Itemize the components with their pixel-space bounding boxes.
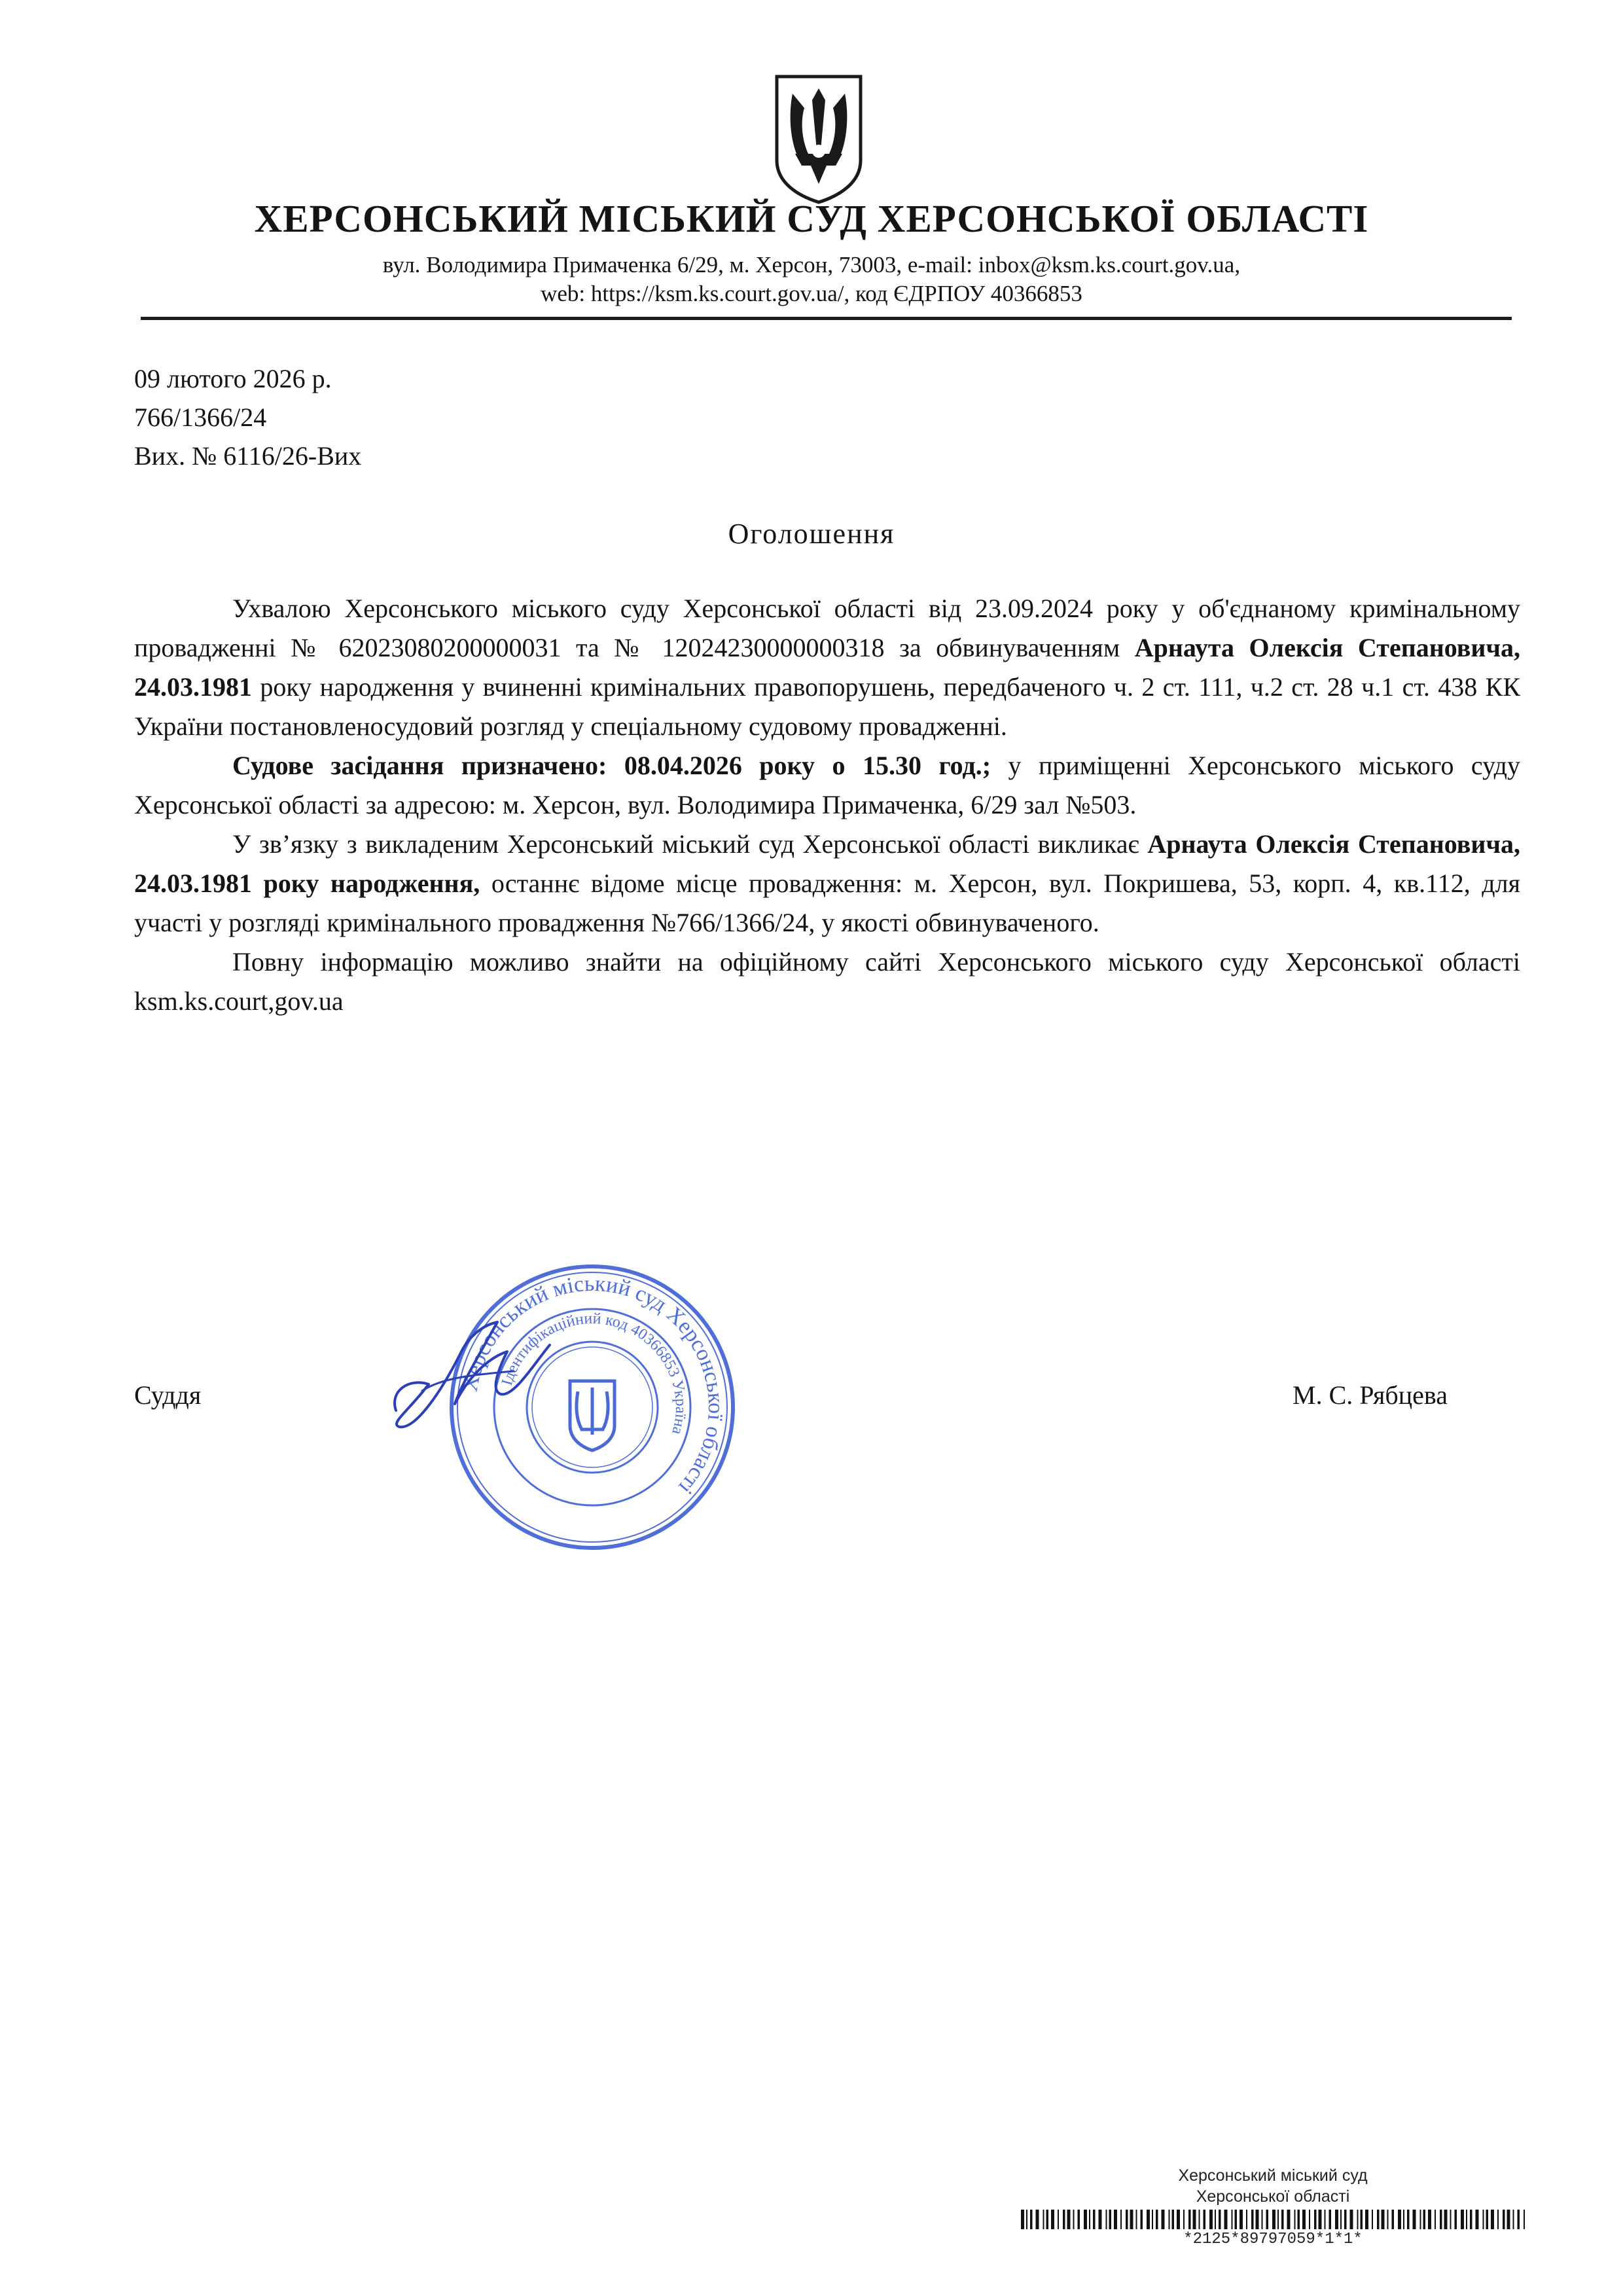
stamp-inner-text: Ідентифікаційний код 40366853 Україна xyxy=(498,1310,690,1437)
case-number: 766/1366/24 xyxy=(134,403,267,432)
document-title: Оголошення xyxy=(728,518,895,550)
document-date: 09 лютого 2026 р. xyxy=(134,364,332,393)
stamp-outer-text: Херсонський міський суд Херсонської області xyxy=(457,1271,728,1499)
judge-signature-icon xyxy=(383,1312,560,1437)
paragraph-hearing xyxy=(134,746,1520,825)
paragraph-ruling xyxy=(134,589,1520,746)
info-text: Повну інформацію можливо знайти на офіційному сайті Херсонського міського суду Херсонської області ksm.ks.court,gov.ua xyxy=(134,947,1520,1016)
barcode-bars-icon xyxy=(1021,2210,1525,2229)
barcode-block xyxy=(1021,2166,1525,2265)
defendant-name: Арнаута Олексія Степановича, 24.03.1981 xyxy=(134,633,1520,702)
coat-of-arms-icon xyxy=(773,74,865,205)
court-address: вул. Володимира Примаченка 6/29, м. Херсон, 73003, e-mail: inbox@ksm.ks.court.gov.ua, xyxy=(382,252,1241,278)
signature-role: Суддя xyxy=(134,1380,202,1410)
court-web-code: web: https://ksm.ks.court.gov.ua/, код ЄДРПОУ 40366853 xyxy=(541,281,1082,306)
letterhead-divider xyxy=(141,317,1512,320)
summoned-person: Арнаута Олексія Степановича, 24.03.1981 року народження, xyxy=(134,829,1521,898)
paragraph-info xyxy=(134,942,1520,1021)
judge-name: М. С. Рябцева xyxy=(1293,1380,1448,1410)
paragraph-ruling-text: Ухвалою Херсонського міського суду Херсонської області від 23.09.2024 року у об'єднаному кримінальному провадженні № 62023080200000031 та № 12024230000000318 за обвинуваченням xyxy=(134,594,1520,662)
outgoing-number: Вих. № 6116/26-Вих xyxy=(134,441,362,471)
announcement-body xyxy=(134,589,1520,1021)
paragraph-ruling-text-end: року народження у вчиненні кримінальних правопорушень, передбаченого ч. 2 ст. 111, ч.2 ст. 28 ч.1 ст. 438 КК України постановленосудовий розгляд у спеціальному судовому провадженні. xyxy=(134,672,1520,741)
barcode-org-line1: Херсонський міський суд xyxy=(1178,2166,1368,2185)
summons-text: У зв’язку з викладеним Херсонський міський суд Херсонської області викликає xyxy=(232,829,1148,859)
court-name: ХЕРСОНСЬКИЙ МІСЬКИЙ СУД ХЕРСОНСЬКОЇ ОБЛАСТІ xyxy=(254,197,1369,240)
hearing-location: у приміщенні Херсонського міського суду Херсонської області за адресою: м. Херсон, вул. Володимира Примаченка, 6/29 зал №503. xyxy=(134,751,1520,819)
paragraph-summons xyxy=(134,825,1520,942)
barcode-org-line2: Херсонської області xyxy=(1196,2187,1350,2206)
barcode-code: *2125*89797059*1*1* xyxy=(1183,2231,1363,2248)
hearing-date: Судове засідання призначено: 08.04.2026 року о 15.30 год.; xyxy=(232,751,991,780)
summons-text-end: останнє відоме місце провадження: м. Херсон, вул. Покришева, 53, корп. 4, кв.112, для участі у розгляді кримінального провадження №766/1366/24, у якості обвинуваченого. xyxy=(134,869,1520,937)
